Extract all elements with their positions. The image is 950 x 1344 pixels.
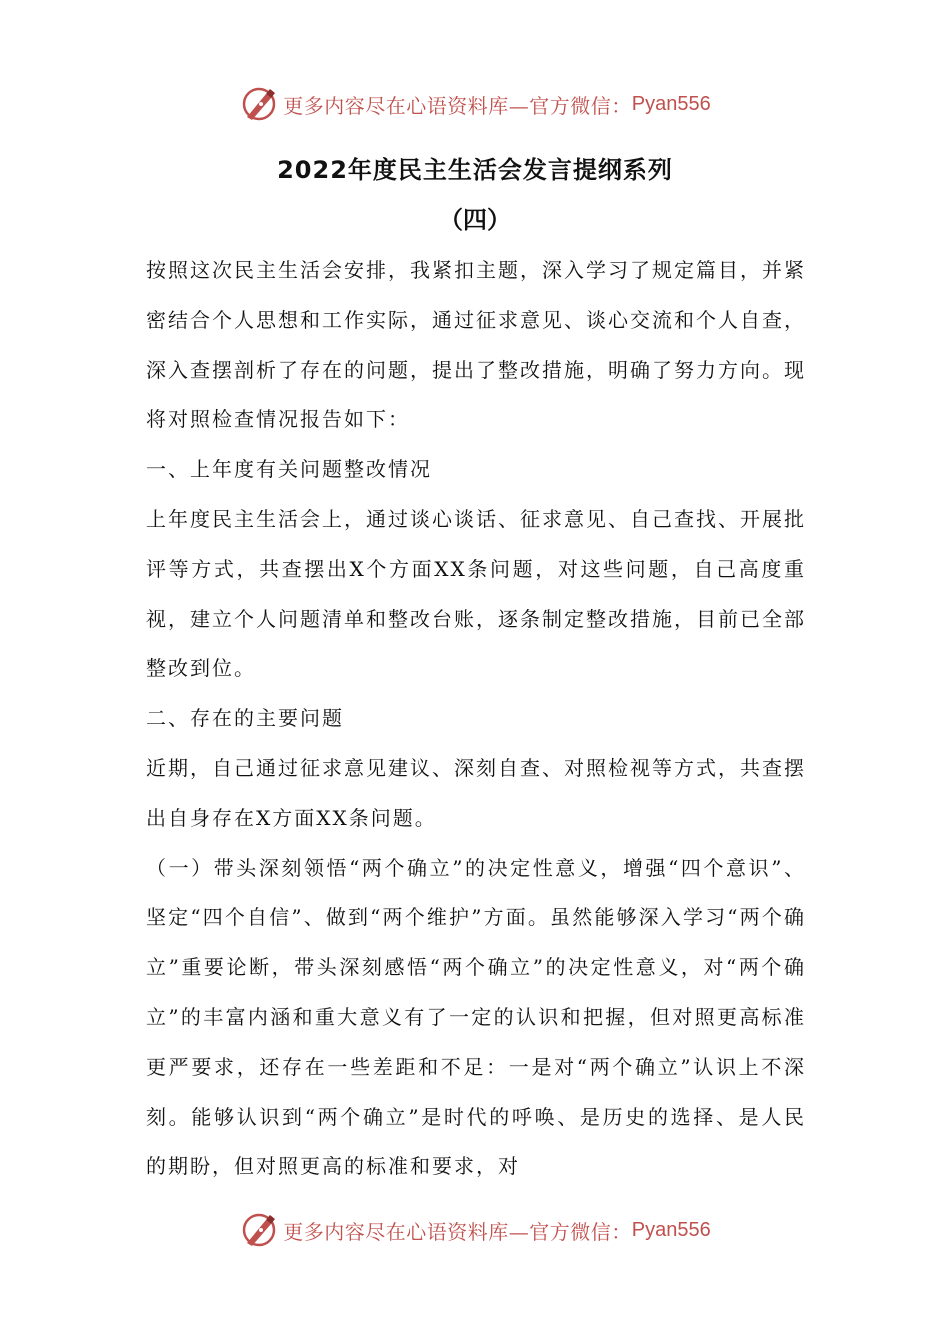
- footer-banner: [0, 1208, 950, 1252]
- header-banner: [0, 82, 950, 126]
- document-title: 2022年度民主生活会发言提纲系列: [277, 156, 673, 184]
- banner-text: 更多内容尽在心语资料库—官方微信：: [283, 93, 632, 118]
- document-body: [146, 246, 806, 1192]
- paragraph-subsection-1: （一）带头深刻领悟“两个确立”的决定性意义，增强“四个意识”、坚定“四个自信”、做到“两个维护”方面。虽然能够深入学习“两个确立”重要论断，带头深刻感悟“两个确立”的决定性意义，对“两个确立”的丰富内涵和重大意义有了一定的认识和把握，但对照更高标准更严要求，还存在一些差距和不足：一是对“两个确立”认识上不深刻。能够认识到“两个确立”是时代的呼唤、是历史的选择、是人民的期盼，但对照更高的标准和要求，对: [146, 855, 806, 1179]
- banner-text: 更多内容尽在心语资料库—官方微信：: [283, 1219, 632, 1244]
- pen-logo-icon: [239, 1210, 279, 1250]
- paragraph-section-2: 近期，自己通过征求意见建议、深刻自查、对照检视等方式，共查摆出自身存在X方面XX条问题。: [146, 755, 806, 830]
- document-subtitle: （四）: [439, 206, 511, 234]
- paragraph-intro: 按照这次民主生活会安排，我紧扣主题，深入学习了规定篇目，并紧密结合个人思想和工作实际，通过征求意见、谈心交流和个人自查，深入查摆剖析了存在的问题，提出了整改措施，明确了努力方向。现将对照检查情况报告如下：: [146, 258, 806, 432]
- banner-wechat-id: Pyan556: [631, 1218, 711, 1241]
- section-heading-1: 一、上年度有关问题整改情况: [146, 457, 432, 482]
- paragraph-section-1: 上年度民主生活会上，通过谈心谈话、征求意见、自己查找、开展批评等方式，共查摆出X个方面XX条问题，对这些问题，自己高度重视，建立个人问题清单和整改台账，逐条制定整改措施，目前已全部整改到位。: [146, 506, 806, 681]
- pen-logo-icon: [239, 84, 279, 124]
- banner-wechat-id: Pyan556: [631, 92, 711, 115]
- section-heading-2: 二、存在的主要问题: [146, 706, 344, 731]
